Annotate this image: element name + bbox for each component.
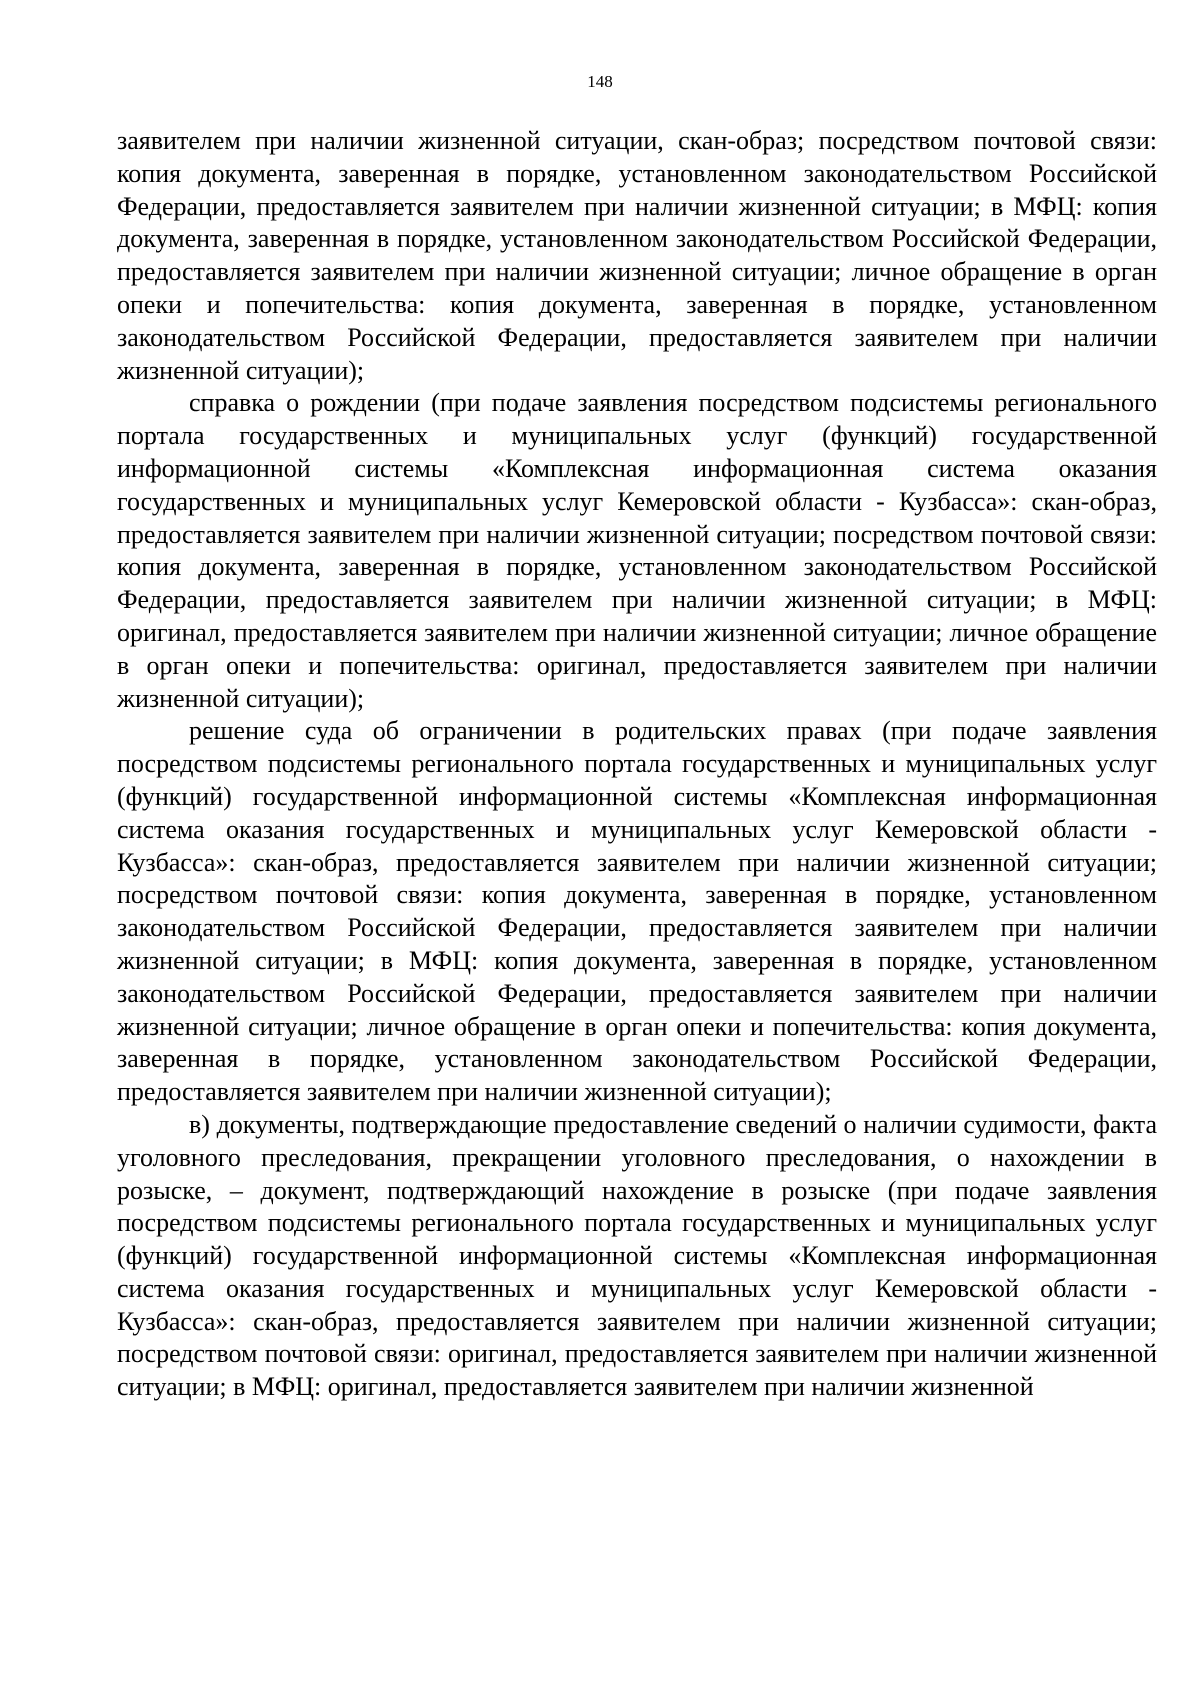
paragraph-continuation: заявителем при наличии жизненной ситуации, скан-образ; посредством почтовой связи: копия документа, заверенная в порядке, установленном законодательством Российской Федерации, предоставляется заявителем при наличии жизненной ситуации; в МФЦ: копия документа, заверенная в порядке, установленном законодательством Российской Федерации, предоставляется заявителем при наличии жизненной ситуации; личное обращение в орган опеки и попечительства: копия документа, заверенная в порядке, установленном законодательством Российской Федерации, предоставляется заявителем при наличии жизненной ситуации); xyxy=(117,126,1157,385)
document-body xyxy=(117,125,1157,1404)
paragraph-birth-certificate: справка о рождении (при подаче заявления посредством подсистемы регионального портала государственных и муниципальных услуг (функций) государственной информационной системы «Комплексная информационная система оказания государственных и муниципальных услуг Кемеровской области - Кузбасса»: скан-образ, предоставляется заявителем при наличии жизненной ситуации; посредством почтовой связи: копия документа, заверенная в порядке, установленном законодательством Российской Федерации, предоставляется заявителем при наличии жизненной ситуации; в МФЦ: оригинал, предоставляется заявителем при наличии жизненной ситуации; личное обращение в орган опеки и попечительства: оригинал, предоставляется заявителем при наличии жизненной ситуации); xyxy=(117,388,1157,713)
page-number: 148 xyxy=(587,72,613,91)
paragraph-court-decision: решение суда об ограничении в родительских правах (при подаче заявления посредством подсистемы регионального портала государственных и муниципальных услуг (функций) государственной информационной системы «Комплексная информационная система оказания государственных и муниципальных услуг Кемеровской области - Кузбасса»: скан-образ, предоставляется заявителем при наличии жизненной ситуации; посредством почтовой связи: копия документа, заверенная в порядке, установленном законодательством Российской Федерации, предоставляется заявителем при наличии жизненной ситуации; в МФЦ: копия документа, заверенная в порядке, установленном законодательством Российской Федерации, предоставляется заявителем при наличии жизненной ситуации; личное обращение в орган опеки и попечительства: копия документа, заверенная в порядке, установленном законодательством Российской Федерации, предоставляется заявителем при наличии жизненной ситуации); xyxy=(117,716,1157,1107)
paragraph-criminal-record-documents: в) документы, подтверждающие предоставление сведений о наличии судимости, факта уголовного преследования, прекращении уголовного преследования, о нахождении в розыске, – документ, подтверждающий нахождение в розыске (при подаче заявления посредством подсистемы регионального портала государственных и муниципальных услуг (функций) государственной информационной системы «Комплексная информационная система оказания государственных и муниципальных услуг Кемеровской области - Кузбасса»: скан-образ, предоставляется заявителем при наличии жизненной ситуации; посредством почтовой связи: оригинал, предоставляется заявителем при наличии жизненной ситуации; в МФЦ: оригинал, предоставляется заявителем при наличии жизненной xyxy=(117,1109,1157,1402)
